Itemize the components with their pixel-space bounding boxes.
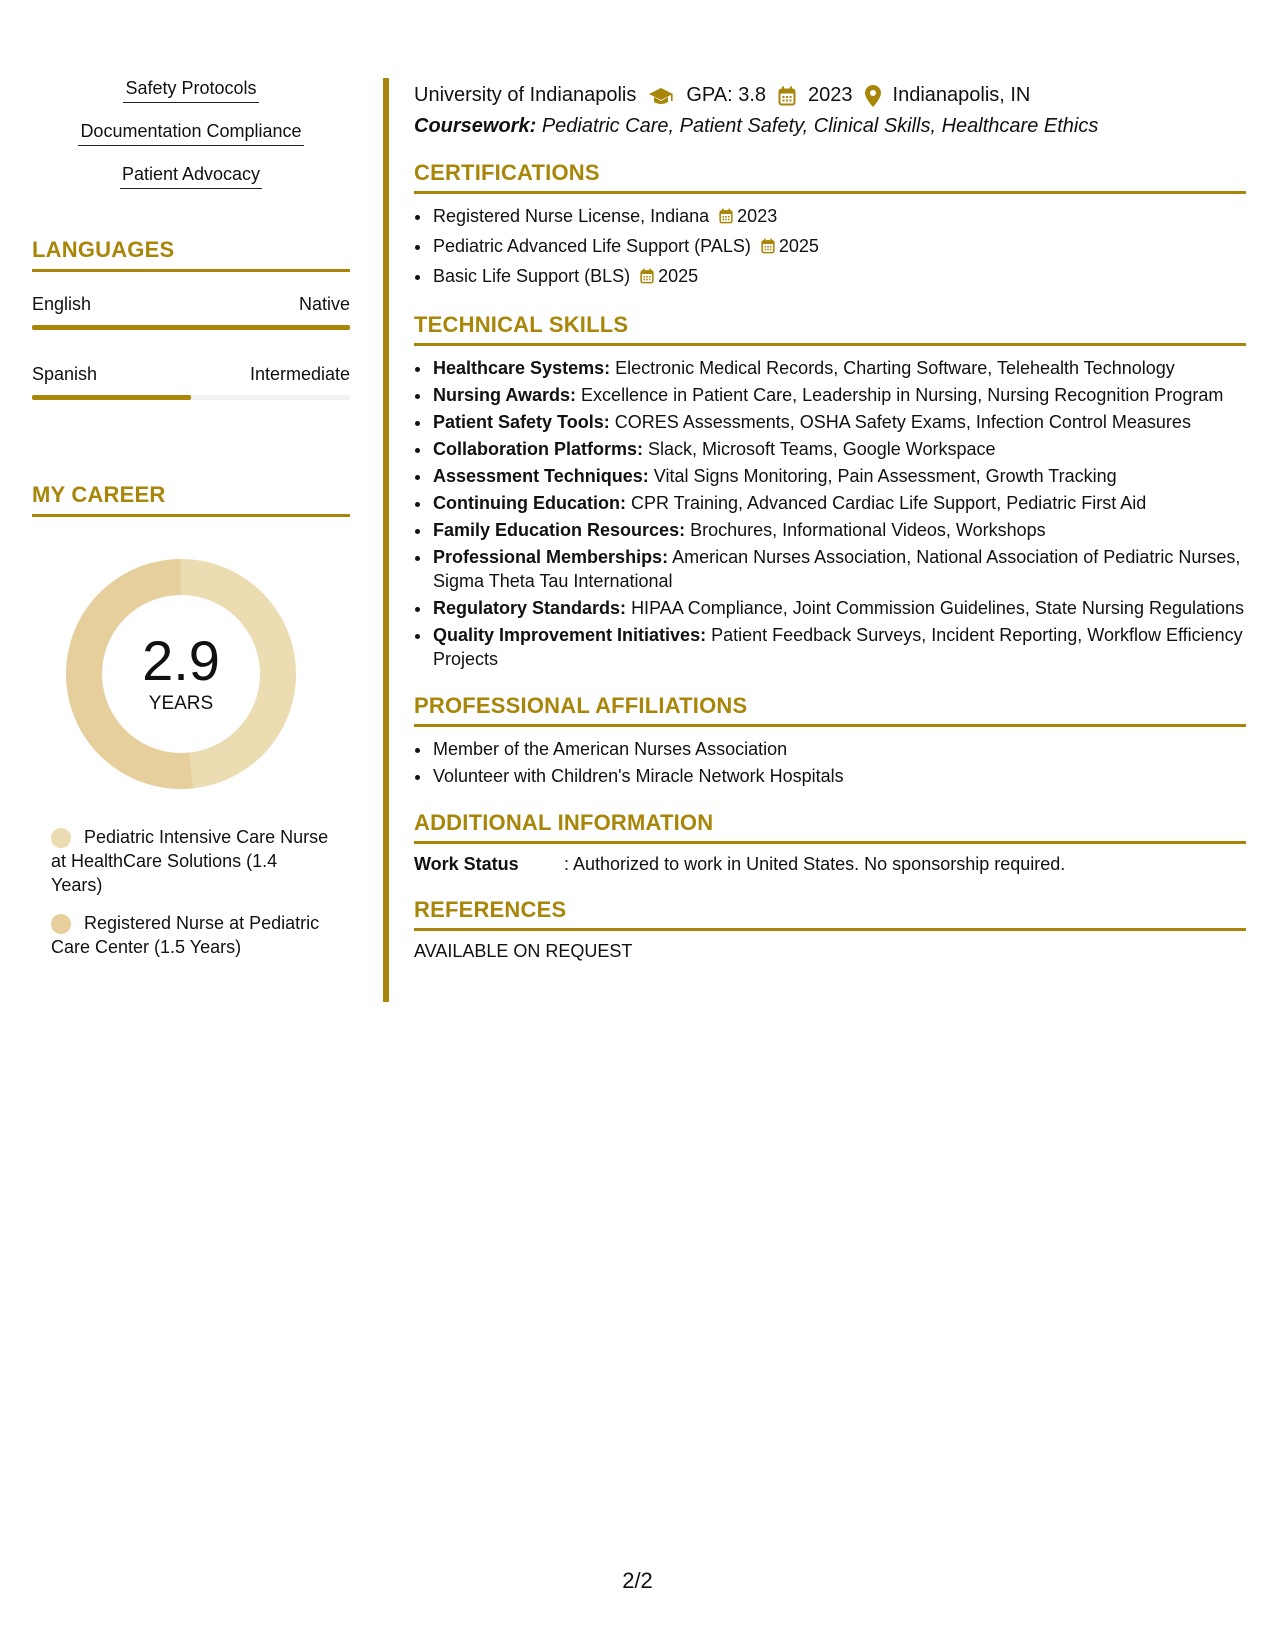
right-column xyxy=(414,84,1246,962)
calendar-icon xyxy=(640,266,654,290)
language-bar-fill xyxy=(32,395,191,400)
additional-info-title: ADDITIONAL INFORMATION xyxy=(414,810,1246,844)
language-name: Spanish xyxy=(32,364,98,384)
coursework-label: Coursework: xyxy=(414,115,537,137)
graduation-cap-icon xyxy=(648,86,674,106)
work-status-row xyxy=(414,854,1246,875)
coursework xyxy=(414,115,1246,138)
skill-item: • Continuing Education: CPR Training, Advanced Cardiac Life Support, Pediatric First Aid xyxy=(432,491,1246,515)
language-row xyxy=(32,364,350,385)
affiliation-item: • Member of the American Nurses Association xyxy=(432,737,1246,761)
certifications-list xyxy=(414,204,1246,290)
skill-item: • Collaboration Platforms: Slack, Microsoft Teams, Google Workspace xyxy=(432,437,1246,461)
location-pin-icon xyxy=(865,85,881,107)
legend-dot xyxy=(51,828,71,848)
skill-item: • Regulatory Standards: HIPAA Compliance, Joint Commission Guidelines, State Nursing Regulations xyxy=(432,596,1246,620)
calendar-icon xyxy=(719,206,733,230)
coursework-text: Pediatric Care, Patient Safety, Clinical Skills, Healthcare Ethics xyxy=(541,115,1099,137)
calendar-icon xyxy=(778,86,796,106)
career-donut-chart xyxy=(66,559,296,789)
references-text: AVAILABLE ON REQUEST xyxy=(414,941,633,961)
graduation-year: 2023 xyxy=(808,84,853,106)
affiliation-item: • Volunteer with Children's Miracle Network Hospitals xyxy=(432,764,1246,788)
column-divider xyxy=(383,78,389,1002)
skill-tag: Safety Protocols xyxy=(32,78,350,103)
certification-item: • Pediatric Advanced Life Support (PALS) 2025 xyxy=(432,234,1246,260)
career-item: Registered Nurse at Pediatric Care Center (1.5 Years) xyxy=(51,913,320,957)
language-bar-fill xyxy=(32,325,350,330)
skill-item: • Family Education Resources: Brochures, Informational Videos, Workshops xyxy=(432,518,1246,542)
language-bar xyxy=(32,325,350,330)
career-total-years: 2.9 xyxy=(142,629,220,692)
career-title: MY CAREER xyxy=(32,482,350,517)
left-column xyxy=(32,78,350,973)
page-number: 2/2 xyxy=(622,1568,653,1593)
references-title: REFERENCES xyxy=(414,897,1246,931)
work-status-label: Work Status xyxy=(414,854,519,874)
legend-dot xyxy=(51,914,71,934)
skill-item: • Assessment Techniques: Vital Signs Monitoring, Pain Assessment, Growth Tracking xyxy=(432,464,1246,488)
language-name: English xyxy=(32,294,92,314)
education-line xyxy=(414,84,1246,107)
language-row xyxy=(32,294,350,315)
affiliations-list xyxy=(414,737,1246,788)
gpa: GPA: 3.8 xyxy=(686,84,767,106)
technical-skills-list xyxy=(414,356,1246,671)
donut-center xyxy=(66,559,296,789)
skill-item: • Healthcare Systems: Electronic Medical Records, Charting Software, Telehealth Technology xyxy=(432,356,1246,380)
technical-skills-title: TECHNICAL SKILLS xyxy=(414,312,1246,346)
skill-item: • Quality Improvement Initiatives: Patient Feedback Surveys, Incident Reporting, Workflow Efficiency Projects xyxy=(432,623,1246,671)
career-unit: YEARS xyxy=(148,693,214,714)
skill-item: • Patient Safety Tools: CORES Assessments, OSHA Safety Exams, Infection Control Measures xyxy=(432,410,1246,434)
skill-item: • Professional Memberships: American Nurses Association, National Association of Pediatric Nurses, Sigma Theta Tau International xyxy=(432,545,1246,593)
certification-item: • Basic Life Support (BLS) 2025 xyxy=(432,264,1246,290)
skill-item: • Nursing Awards: Excellence in Patient Care, Leadership in Nursing, Nursing Recognition Program xyxy=(432,383,1246,407)
calendar-icon xyxy=(761,236,775,260)
skill-tag: Documentation Compliance xyxy=(32,121,350,146)
certifications-title: CERTIFICATIONS xyxy=(414,160,1246,194)
language-bar xyxy=(32,395,350,400)
career-item: Pediatric Intensive Care Nurse at HealthCare Solutions (1.4 Years) xyxy=(51,827,329,895)
affiliations-title: PROFESSIONAL AFFILIATIONS xyxy=(414,693,1246,727)
language-level: Intermediate xyxy=(249,364,350,384)
skill-tag: Patient Advocacy xyxy=(32,164,350,189)
languages-title: LANGUAGES xyxy=(32,237,350,272)
work-status-value: : Authorized to work in United States. No sponsorship required. xyxy=(564,854,1066,874)
language-level: Native xyxy=(298,294,350,314)
school-name: University of Indianapolis xyxy=(414,84,637,106)
certification-item: • Registered Nurse License, Indiana 2023 xyxy=(432,204,1246,230)
location: Indianapolis, IN xyxy=(892,84,1031,106)
